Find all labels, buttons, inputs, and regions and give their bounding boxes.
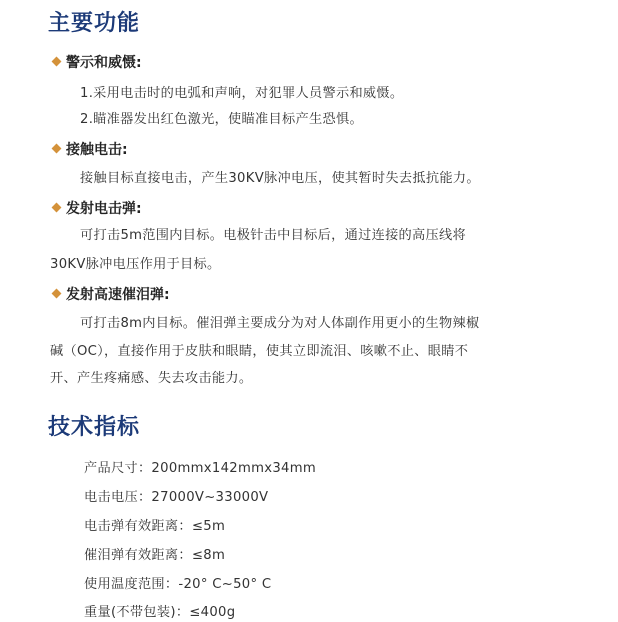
spec-item: 重量(不带包装)：≤400g bbox=[84, 605, 236, 620]
spec-item: 使用温度范围：-20° C~50° C bbox=[84, 577, 272, 592]
text-line: 开、产生疼痛感、失去攻击能力。 bbox=[50, 371, 253, 386]
diamond-bullet-icon bbox=[52, 288, 62, 298]
text-line: 可打击5m范围内目标。电极针击中目标后，通过连接的高压线将 bbox=[80, 228, 466, 243]
text-line: 30KV脉冲电压作用于目标。 bbox=[50, 257, 221, 272]
diamond-bullet-icon bbox=[52, 143, 62, 153]
section-heading-label: 警示和威慑: bbox=[66, 55, 142, 71]
text-line: 接触目标直接电击，产生30KV脉冲电压，使其暂时失去抵抗能力。 bbox=[80, 171, 480, 186]
technical-specs-title: 技术指标 bbox=[48, 415, 141, 440]
main-functions-title: 主要功能 bbox=[48, 11, 141, 36]
text-line: 2.瞄准器发出红色激光，使瞄准目标产生恐惧。 bbox=[80, 112, 363, 127]
spec-item: 产品尺寸：200mmx142mmx34mm bbox=[84, 461, 317, 476]
section-heading-shock-round bbox=[53, 198, 142, 218]
section-heading-warning bbox=[53, 52, 142, 72]
spec-item: 电击弹有效距离：≤5m bbox=[84, 519, 226, 534]
spec-item: 电击电压：27000V~33000V bbox=[84, 490, 269, 505]
text-line: 1.采用电击时的电弧和声响，对犯罪人员警示和威慑。 bbox=[80, 86, 404, 101]
diamond-bullet-icon bbox=[52, 56, 62, 66]
section-heading-tear-gas-round bbox=[53, 284, 170, 304]
text-line: 可打击8m内目标。催泪弹主要成分为对人体副作用更小的生物辣椒 bbox=[80, 316, 480, 331]
text-line: 碱（OC），直接作用于皮肤和眼睛，使其立即流泪、咳嗽不止、眼睛不 bbox=[50, 344, 469, 359]
spec-item: 催泪弹有效距离：≤8m bbox=[84, 548, 226, 563]
diamond-bullet-icon bbox=[52, 202, 62, 212]
section-heading-label: 发射电击弹: bbox=[66, 201, 142, 217]
section-heading-label: 接触电击: bbox=[66, 142, 128, 158]
section-heading-label: 发射高速催泪弹: bbox=[66, 287, 170, 303]
section-heading-contact-shock bbox=[53, 139, 128, 159]
